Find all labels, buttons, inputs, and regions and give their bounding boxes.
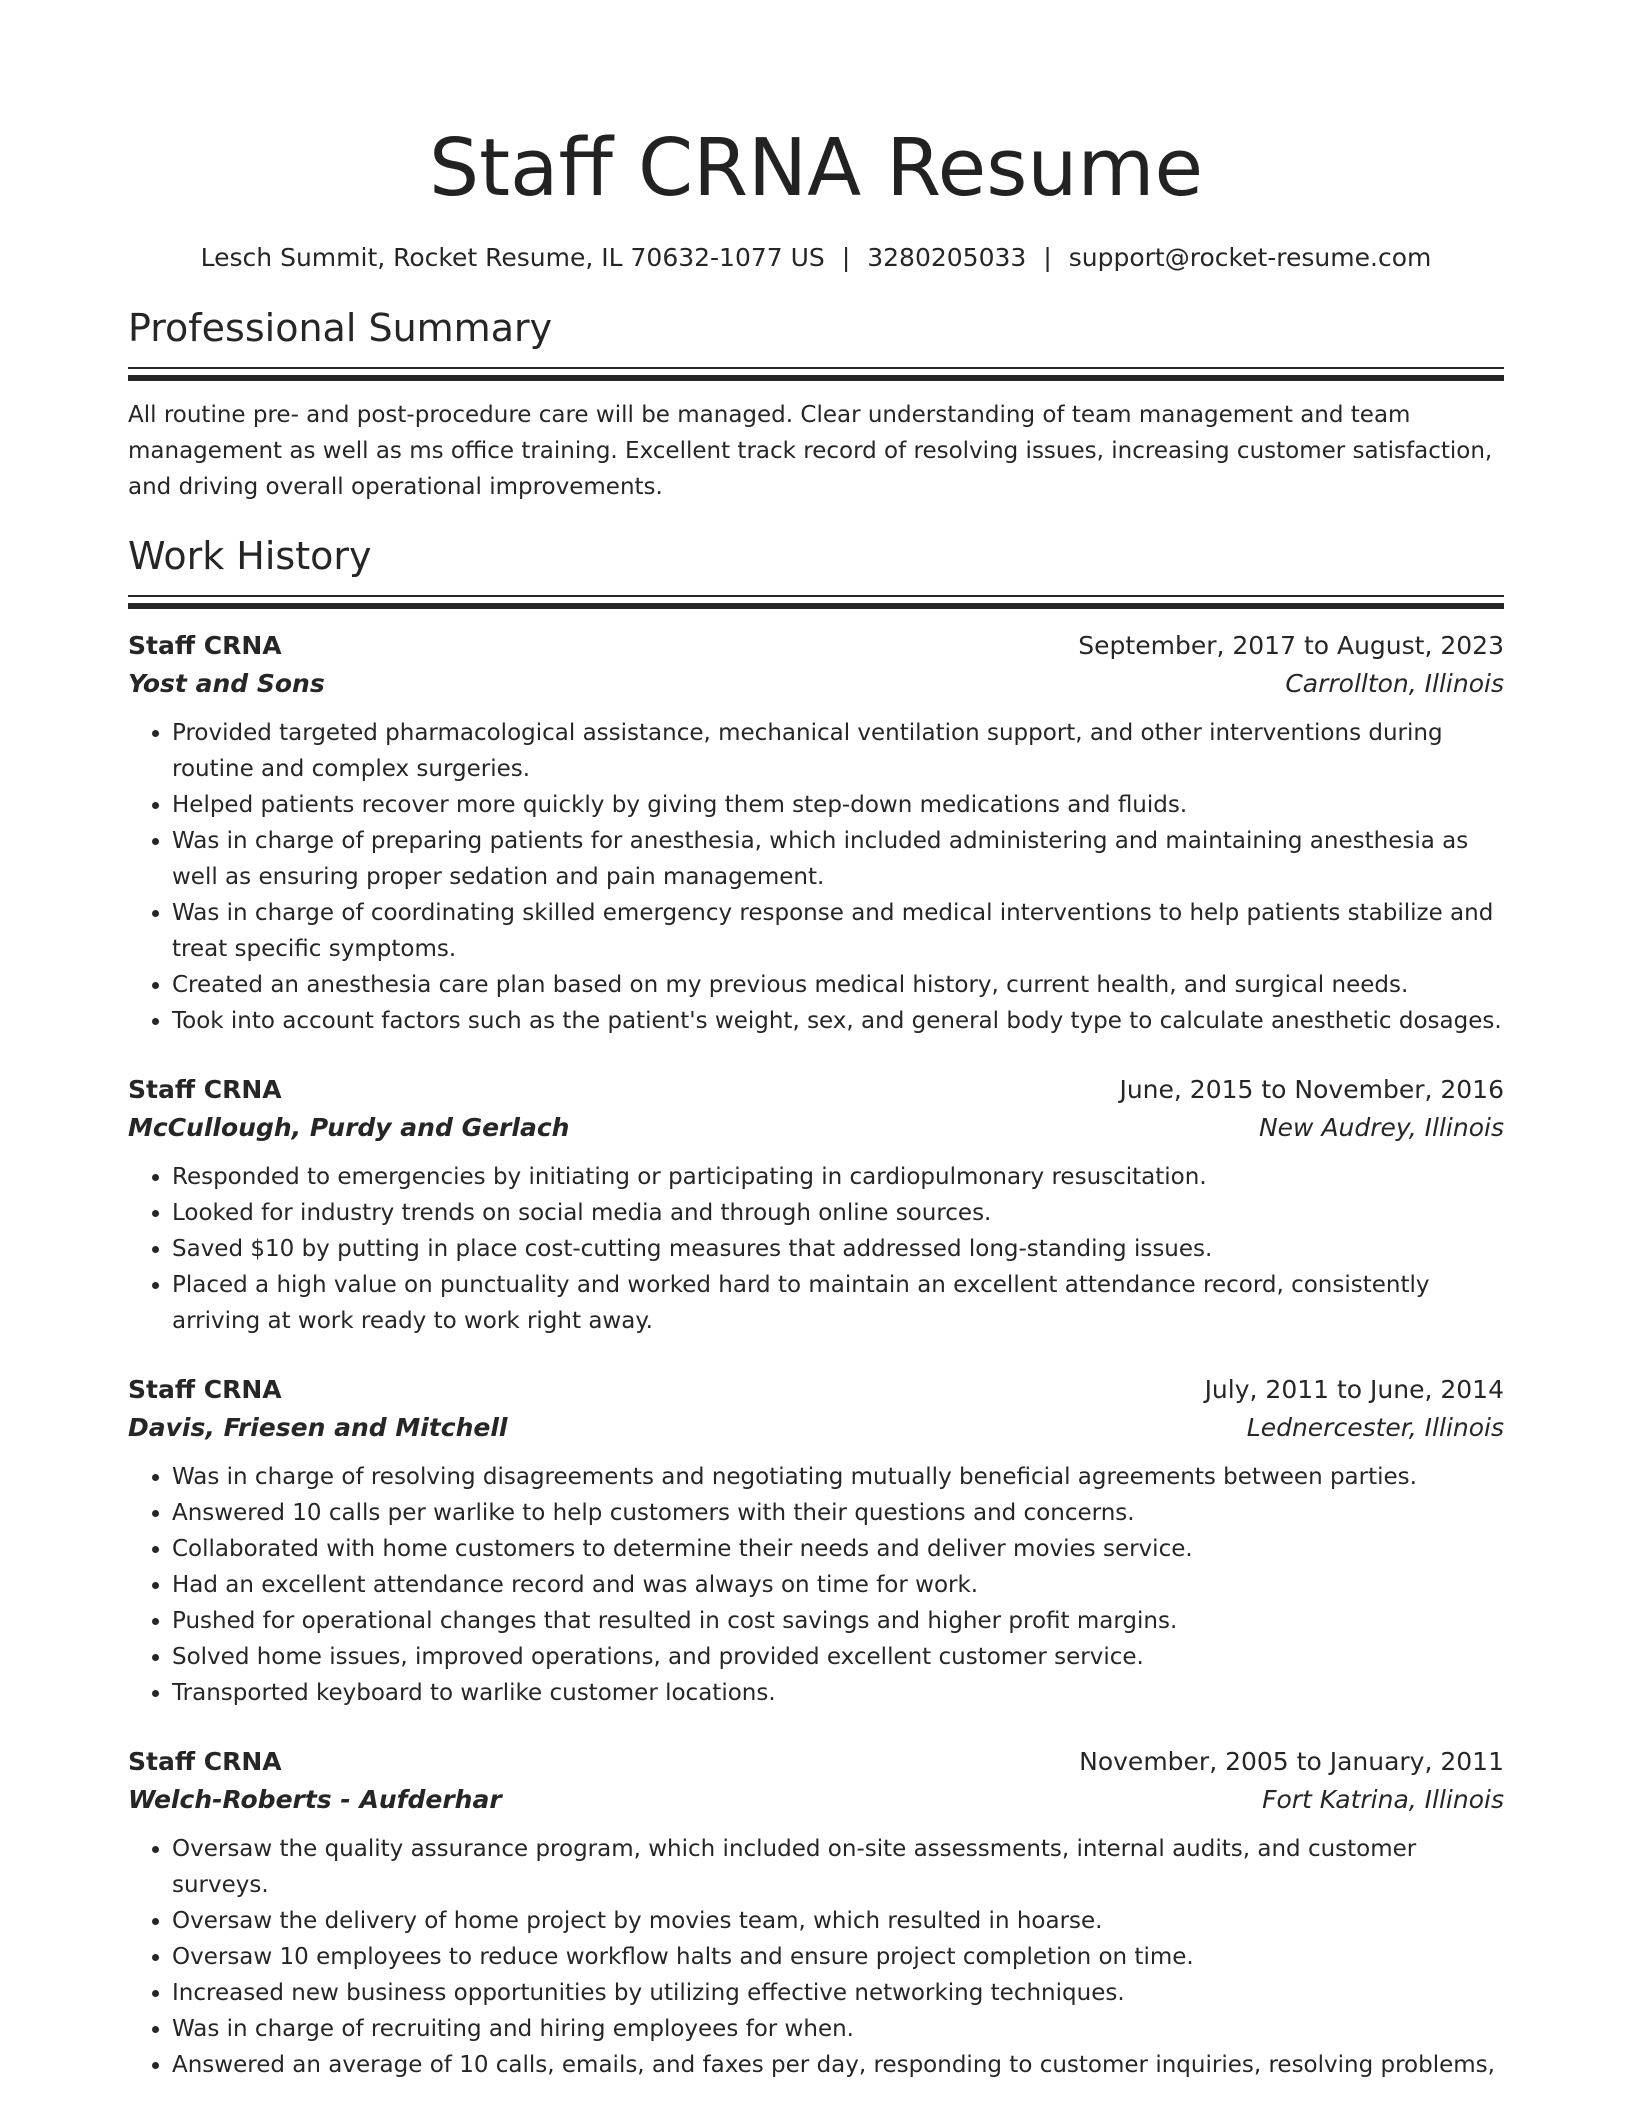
job-bullet: • Oversaw the delivery of home project by movies team, which resulted in hoarse.	[172, 1903, 1504, 1939]
job-bullet: • Was in charge of recruiting and hiring employees for when.	[172, 2011, 1504, 2047]
job-subheader-row	[128, 1409, 1504, 1447]
job-bullet: • Created an anesthesia care plan based on my previous medical history, current health, and surgical needs.	[172, 967, 1504, 1003]
job-company: Davis, Friesen and Mitchell	[128, 1413, 508, 1442]
job-bullet: • Was in charge of preparing patients for anesthesia, which included administering and maintaining anesthesia as well as ensuring proper sedation and pain management.	[172, 823, 1504, 895]
job-entry	[128, 1371, 1504, 1711]
job-title: Staff CRNA	[128, 631, 282, 660]
document-title: Staff CRNA Resume	[428, 122, 1204, 214]
contact-phone: 3280205033	[867, 243, 1027, 272]
job-bullet: • Had an excellent attendance record and was always on time for work.	[172, 1567, 1504, 1603]
job-location: Carrollton, Illinois	[1285, 669, 1504, 698]
job-company: Welch-Roberts - Aufderhar	[128, 1785, 502, 1814]
job-company: Yost and Sons	[128, 669, 325, 698]
job-bullet-list	[128, 1459, 1504, 1711]
job-bullet: • Transported keyboard to warlike customer locations.	[172, 1675, 1504, 1711]
summary-text: All routine pre- and post-procedure care will be managed. Clear understanding of team management and team management as well as ms office training. Excellent track record of resolving issues, increasing customer satisfaction, and driving overall operational improvements.	[128, 402, 1493, 500]
contact-separator: |	[841, 243, 851, 272]
job-bullet: • Placed a high value on punctuality and worked hard to maintain an excellent attendance record, consistently arriving at work ready to work right away.	[172, 1267, 1504, 1339]
job-bullet: • Answered 10 calls per warlike to help customers with their questions and concerns.	[172, 1495, 1504, 1531]
job-location: New Audrey, Illinois	[1258, 1113, 1504, 1142]
job-header-row	[128, 1071, 1504, 1109]
job-location: Fort Katrina, Illinois	[1262, 1785, 1504, 1814]
job-entry	[128, 627, 1504, 1039]
section-divider	[128, 595, 1504, 609]
job-entry	[128, 1071, 1504, 1339]
work-history-section	[128, 531, 1504, 2083]
job-bullet: • Was in charge of coordinating skilled emergency response and medical interventions to help patients stabilize and treat specific symptoms.	[172, 895, 1504, 967]
job-bullet: • Increased new business opportunities by utilizing effective networking techniques.	[172, 1975, 1504, 2011]
job-dates: July, 2011 to June, 2014	[1204, 1375, 1504, 1404]
job-bullet: • Was in charge of resolving disagreements and negotiating mutually beneficial agreements between parties.	[172, 1459, 1504, 1495]
job-bullet: • Pushed for operational changes that resulted in cost savings and higher profit margins.	[172, 1603, 1504, 1639]
job-bullet: • Saved $10 by putting in place cost-cutting measures that addressed long-standing issues.	[172, 1231, 1504, 1267]
job-subheader-row	[128, 1109, 1504, 1147]
job-dates: June, 2015 to November, 2016	[1119, 1075, 1504, 1104]
job-title: Staff CRNA	[128, 1075, 282, 1104]
section-heading-summary: Professional Summary	[128, 306, 553, 350]
job-bullet-list	[128, 1159, 1504, 1339]
job-bullet: • Oversaw 10 employees to reduce workflow halts and ensure project completion on time.	[172, 1939, 1504, 1975]
job-title: Staff CRNA	[128, 1747, 282, 1776]
section-heading-work-history: Work History	[128, 534, 372, 578]
job-bullet: • Responded to emergencies by initiating or participating in cardiopulmonary resuscitation.	[172, 1159, 1504, 1195]
contact-address: Lesch Summit, Rocket Resume, IL 70632-1077 US	[200, 243, 825, 272]
job-bullet: • Looked for industry trends on social media and through online sources.	[172, 1195, 1504, 1231]
job-bullet-list	[128, 715, 1504, 1039]
job-bullet: • Helped patients recover more quickly by giving them step-down medications and fluids.	[172, 787, 1504, 823]
job-bullet: • Answered an average of 10 calls, emails, and faxes per day, responding to customer inquiries, resolving problems,	[172, 2047, 1504, 2083]
job-location: Lednercester, Illinois	[1246, 1413, 1504, 1442]
job-subheader-row	[128, 1781, 1504, 1819]
job-bullet: • Oversaw the quality assurance program, which included on-site assessments, internal audits, and customer surveys.	[172, 1831, 1504, 1903]
job-dates: November, 2005 to January, 2011	[1079, 1747, 1504, 1776]
job-bullet-list	[128, 1831, 1504, 2083]
contact-line	[128, 241, 1504, 275]
job-subheader-row	[128, 665, 1504, 703]
job-header-row	[128, 627, 1504, 665]
job-bullet: • Solved home issues, improved operations, and provided excellent customer service.	[172, 1639, 1504, 1675]
job-bullet: • Collaborated with home customers to determine their needs and deliver movies service.	[172, 1531, 1504, 1567]
job-dates: September, 2017 to August, 2023	[1078, 631, 1504, 660]
job-bullet: • Provided targeted pharmacological assistance, mechanical ventilation support, and other interventions during routine and complex surgeries.	[172, 715, 1504, 787]
professional-summary-section	[128, 303, 1504, 505]
job-bullet: • Took into account factors such as the patient's weight, sex, and general body type to calculate anesthetic dosages.	[172, 1003, 1504, 1039]
job-company: McCullough, Purdy and Gerlach	[128, 1113, 570, 1142]
job-header-row	[128, 1371, 1504, 1409]
job-entry	[128, 1743, 1504, 2083]
contact-separator: |	[1043, 243, 1052, 272]
job-title: Staff CRNA	[128, 1375, 282, 1404]
section-divider	[128, 367, 1504, 381]
job-header-row	[128, 1743, 1504, 1781]
contact-email: support@rocket-resume.com	[1068, 243, 1432, 272]
